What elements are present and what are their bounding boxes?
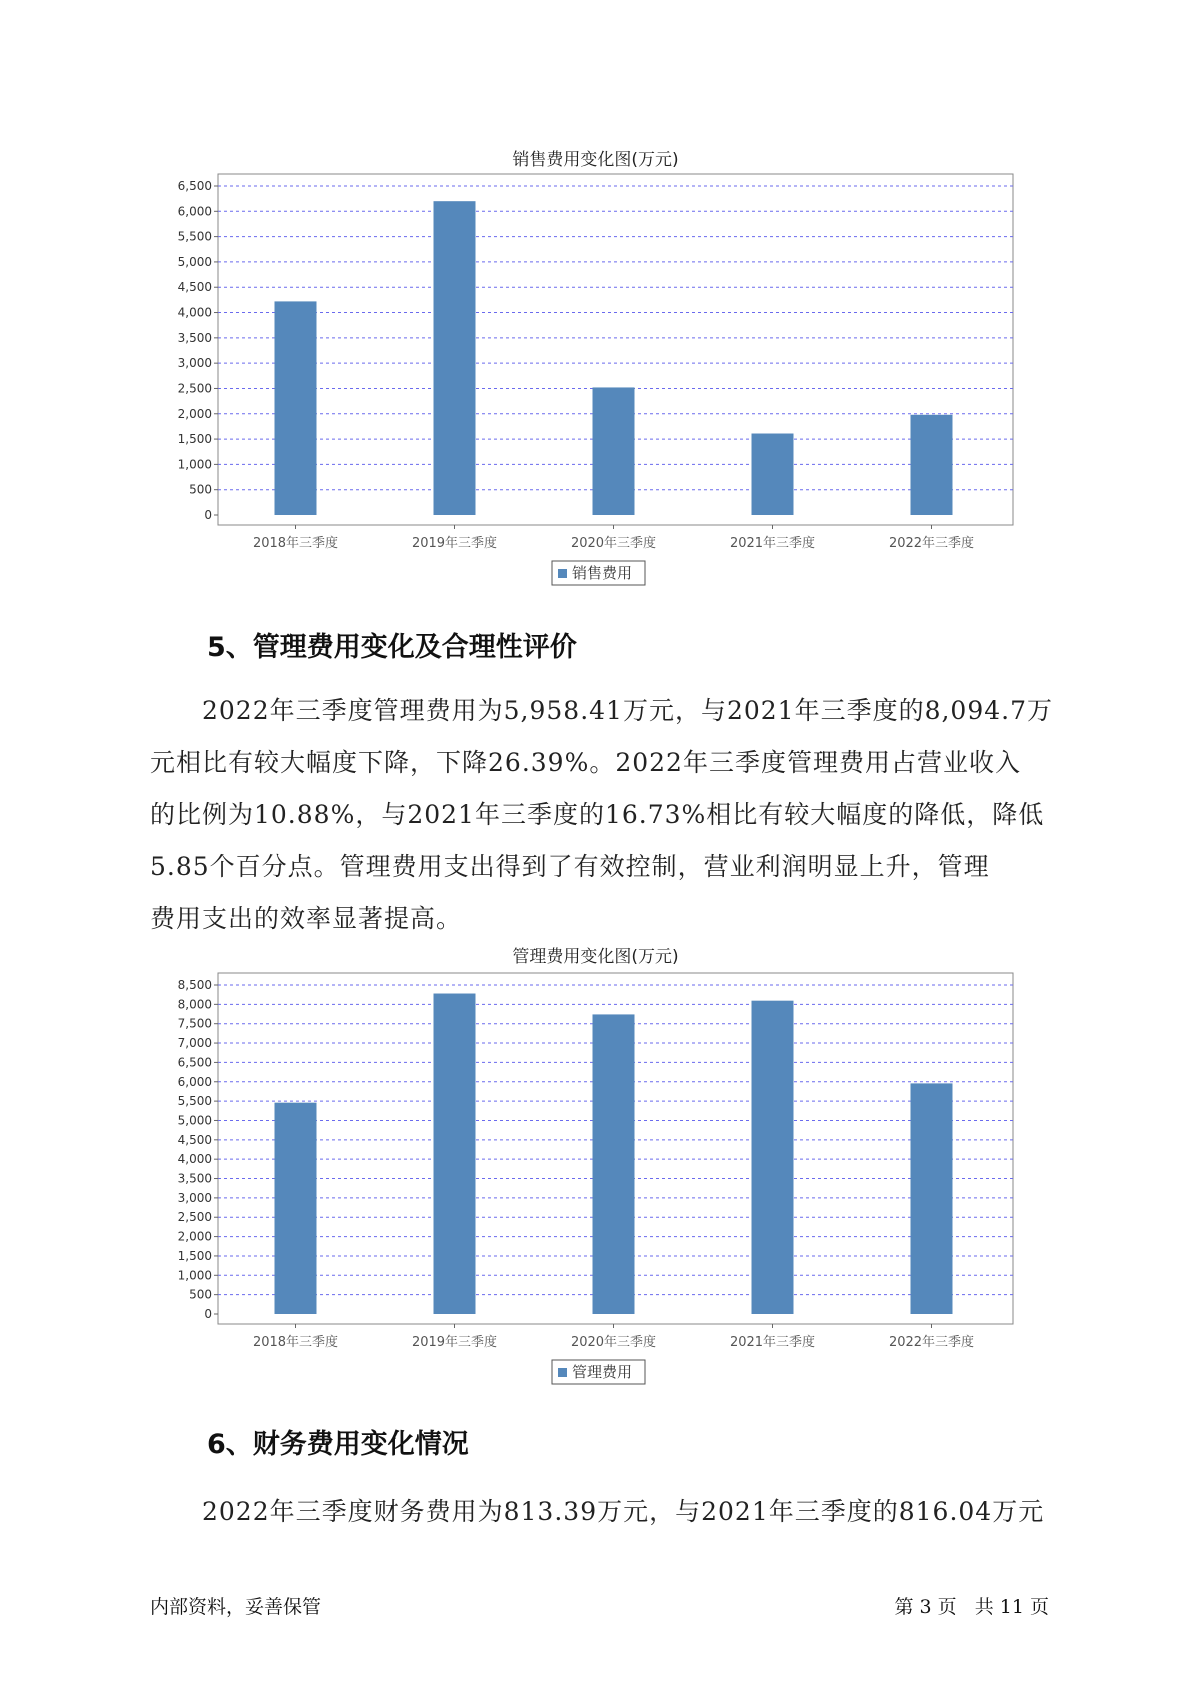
y-tick-label: 1,000 [177,1268,212,1283]
paragraph-line: 5.85个百分点。管理费用支出得到了有效控制，营业利润明显上升，管理 [150,852,990,881]
y-tick-label: 7,000 [177,1036,212,1051]
y-tick-label: 4,000 [177,1152,212,1167]
y-tick-label: 3,000 [177,1190,212,1205]
y-tick-label: 6,000 [177,204,212,219]
x-tick-label: 2020年三季度 [570,1335,657,1350]
y-tick-label: 6,000 [177,1074,212,1089]
y-tick-label: 500 [189,1287,212,1302]
section6-paragraph [150,1486,1050,1538]
x-tick-label: 2021年三季度 [729,536,816,551]
section5-heading: 5、管理费用变化及合理性评价 [207,632,577,663]
y-tick-label: 5,500 [177,229,212,244]
bar [434,201,476,515]
y-tick-label: 4,500 [177,1132,212,1147]
y-tick-label: 8,000 [177,997,212,1012]
y-tick-label: 2,000 [177,1229,212,1244]
section6-heading: 6、财务费用变化情况 [207,1429,469,1460]
x-tick-label: 2019年三季度 [411,536,498,551]
bar [593,1014,635,1314]
paragraph-line: 元相比有较大幅度下降，下降26.39%。2022年三季度管理费用占营业收入 [150,748,1021,777]
bar [911,415,953,515]
x-tick-label: 2018年三季度 [252,536,339,551]
y-tick-label: 3,500 [177,330,212,345]
sales-expense-chart [0,170,1191,610]
bar [752,1001,794,1314]
section5-paragraph [150,685,1053,945]
y-tick-label: 3,500 [177,1171,212,1186]
bar [752,434,794,515]
x-tick-label: 2022年三季度 [888,536,975,551]
x-tick-label: 2019年三季度 [411,1335,498,1350]
legend-label: 管理费用 [572,1363,633,1381]
legend-swatch [558,569,567,578]
y-tick-label: 6,500 [177,179,212,193]
y-tick-label: 1,000 [177,457,212,472]
y-tick-label: 500 [189,482,212,497]
y-tick-label: 2,500 [177,1210,212,1225]
paragraph-line: 2022年三季度管理费用为5,958.41万元，与2021年三季度的8,094.7万 [202,696,1053,725]
y-tick-label: 2,500 [177,381,212,396]
x-tick-label: 2020年三季度 [570,536,657,551]
footer-confidential: 内部资料，妥善保管 [150,1596,322,1618]
y-tick-label: 8,500 [177,978,212,992]
y-tick-label: 5,000 [177,254,212,269]
bar [275,301,317,515]
y-tick-label: 0 [204,1307,212,1321]
paragraph-line: 的比例为10.88%，与2021年三季度的16.73%相比有较大幅度的降低，降低 [150,800,1045,829]
x-tick-label: 2018年三季度 [252,1335,339,1350]
legend-swatch [558,1368,567,1377]
y-tick-label: 5,500 [177,1094,212,1109]
admin-expense-chart [0,968,1191,1408]
chart1-title: 销售费用变化图(万元) [512,150,679,170]
y-tick-label: 0 [204,508,212,522]
bar [593,387,635,515]
y-tick-label: 1,500 [177,432,212,447]
chart2-title: 管理费用变化图(万元) [512,947,679,967]
x-tick-label: 2021年三季度 [729,1335,816,1350]
bar [434,994,476,1314]
legend-label: 销售费用 [572,564,633,582]
footer-page-number: 第 3 页 共 11 页 [894,1596,1049,1618]
y-tick-label: 7,500 [177,1016,212,1031]
bar [911,1083,953,1314]
y-tick-label: 6,500 [177,1055,212,1070]
x-tick-label: 2022年三季度 [888,1335,975,1350]
paragraph-line: 2022年三季度财务费用为813.39万元，与2021年三季度的816.04万元 [202,1497,1045,1526]
bar [275,1103,317,1314]
paragraph-line: 费用支出的效率显著提高。 [150,904,463,933]
y-tick-label: 4,500 [177,280,212,295]
y-tick-label: 3,000 [177,356,212,371]
y-tick-label: 2,000 [177,406,212,421]
y-tick-label: 5,000 [177,1113,212,1128]
y-tick-label: 1,500 [177,1248,212,1263]
y-tick-label: 4,000 [177,305,212,320]
